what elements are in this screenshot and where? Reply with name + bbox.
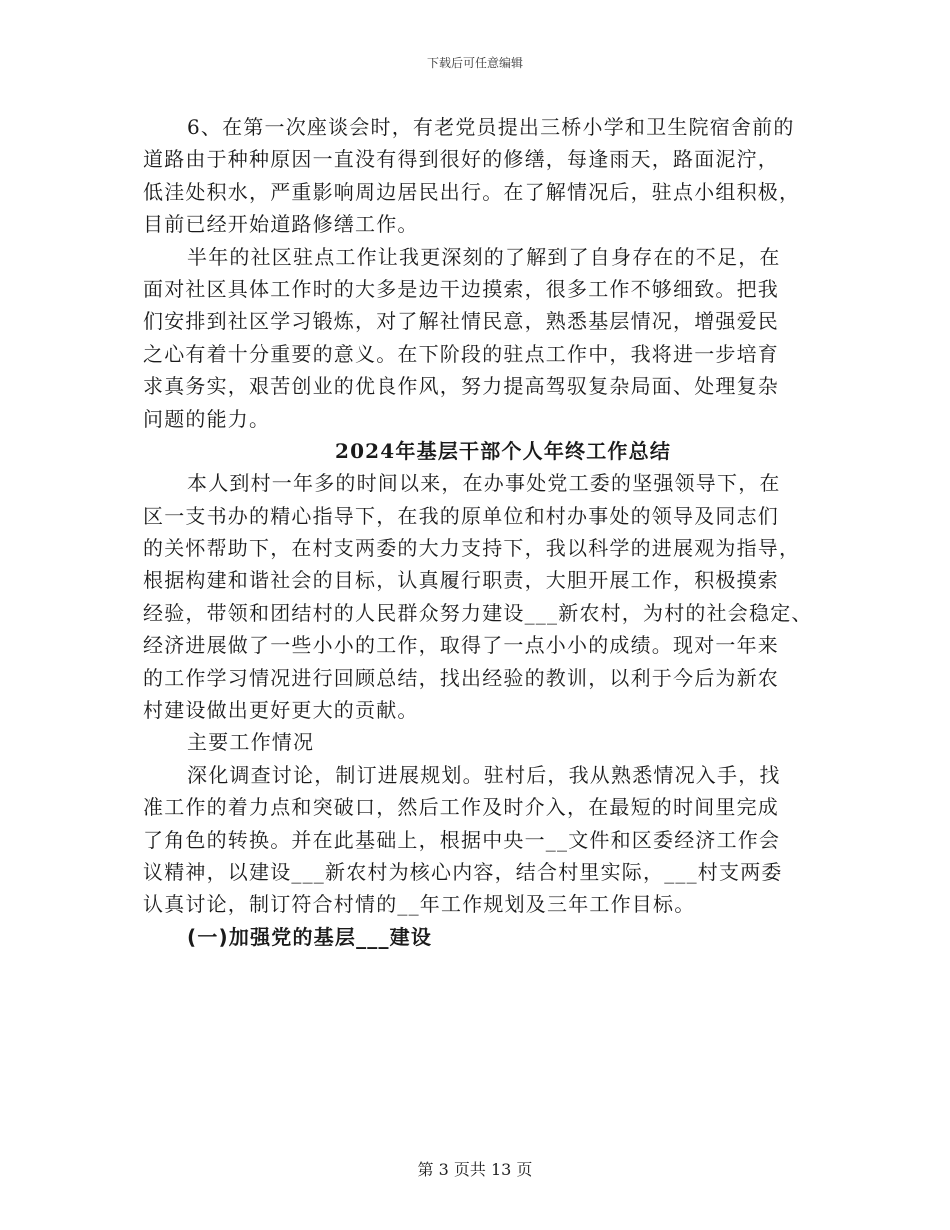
text-line: 半年的社区驻点工作让我更深刻的了解到了自身存在的不足，在 (187, 244, 781, 269)
text-line: 准工作的着力点和突破口，然后工作及时介入，在最短的时间里完成 (143, 795, 779, 820)
text-line: 本人到村一年多的时间以来，在办事处党工委的坚强领导下，在 (187, 471, 781, 496)
text-line: 议精神，以建设___新农村为核心内容，结合村里实际，___村支两委 (143, 859, 783, 884)
text-line: 的关怀帮助下，在村支两委的大力支持下，我以科学的进展观为指导， (143, 536, 801, 561)
document-title: 2024年基层干部个人年终工作总结 (334, 438, 672, 463)
text-line: 道路由于种种原因一直没有得到很好的修缮，每逢雨天，路面泥泞， (143, 147, 779, 172)
text-line: 区一支书办的精心指导下，在我的原单位和村办事处的领导及同志们 (143, 503, 779, 528)
text-line: 经济进展做了一些小小的工作，取得了一点小小的成绩。现对一年来 (143, 633, 779, 658)
page-footer: 第 3 页共 13 页 (417, 1160, 533, 1179)
text-line: 经验，带领和团结村的人民群众努力建设___新农村，为村的社会稳定、 (143, 600, 813, 625)
text-line: 面对社区具体工作时的大多是边干边摸索，很多工作不够细致。把我 (143, 276, 779, 301)
page-header: 下载后可任意编辑 (426, 56, 523, 70)
document-body (143, 111, 823, 953)
text-line: 6、在第一次座谈会时，有老党员提出三桥小学和卫生院宿舍前的 (187, 115, 795, 139)
text-line: 低洼处积水，严重影响周边居民出行。在了解情况后，驻点小组积极， (143, 179, 801, 204)
text-line: 之心有着十分重要的意义。在下阶段的驻点工作中，我将进一步培育 (143, 341, 779, 366)
section-heading: (一)加强党的基层___建设 (187, 924, 433, 949)
text-line: 的工作学习情况进行回顾总结，找出经验的教训，以利于今后为新农 (143, 665, 779, 690)
text-line: 主要工作情况 (187, 730, 315, 755)
text-line: 目前已经开始道路修缮工作。 (143, 212, 419, 237)
text-line: 求真务实，艰苦创业的优良作风，努力提高驾驭复杂局面、处理复杂 (143, 374, 779, 399)
text-line: 了角色的转换。并在此基础上，根据中央一__文件和区委经济工作会 (143, 827, 781, 852)
text-line: 们安排到社区学习锻炼，对了解社情民意，熟悉基层情况，增强爱民 (143, 309, 779, 334)
text-line: 村建设做出更好更大的贡献。 (143, 698, 419, 723)
text-line: 根据构建和谐社会的目标，认真履行职责，大胆开展工作，积极摸索 (143, 568, 779, 593)
text-line: 深化调查讨论，制订进展规划。驻村后，我从熟悉情况入手，找 (187, 762, 781, 787)
text-line: 问题的能力。 (143, 406, 271, 431)
text-line: 认真讨论，制订符合村情的__年工作规划及三年工作目标。 (143, 892, 696, 917)
